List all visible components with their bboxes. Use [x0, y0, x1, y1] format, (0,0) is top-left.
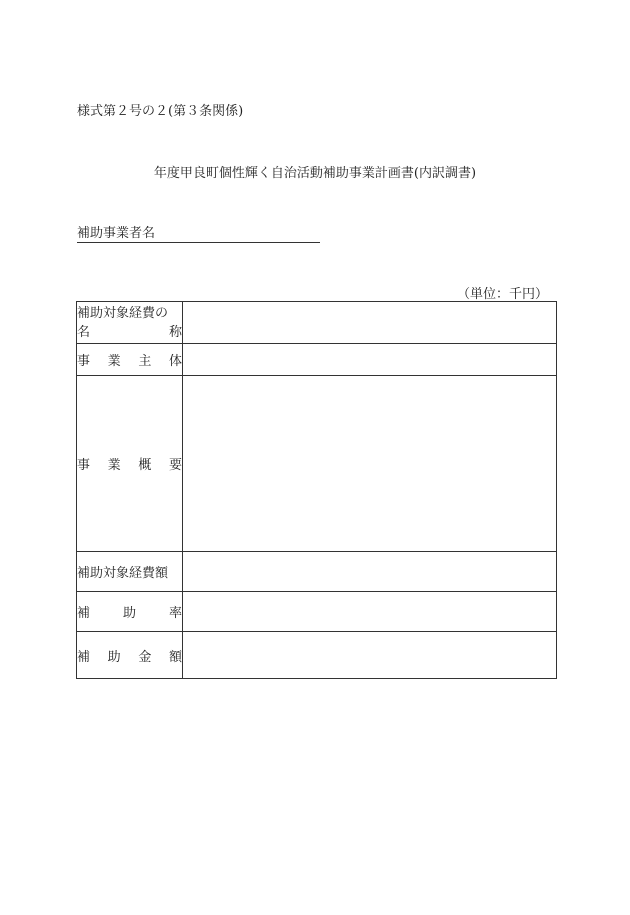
row-label-eligible-expense-amount — [77, 552, 183, 592]
row-label-business-entity — [77, 344, 183, 376]
applicant-name-label: 補助事業者名 — [77, 226, 156, 241]
label-char: 事 — [77, 354, 91, 369]
subsidy-amount-cell[interactable] — [183, 632, 557, 679]
label-char: 体 — [168, 354, 182, 369]
label-char: 助 — [107, 649, 121, 665]
applicant-name-field[interactable] — [77, 222, 320, 243]
table-row-subsidy-rate — [77, 592, 557, 632]
label-char: 業 — [107, 354, 121, 369]
label-char: 主 — [138, 354, 152, 369]
subsidy-rate-cell[interactable] — [183, 592, 557, 632]
label-char: 補 — [77, 606, 91, 621]
label-char: 助 — [122, 606, 136, 621]
label-line-2 — [77, 323, 182, 342]
row-label-subsidy-rate — [77, 592, 183, 632]
business-entity-cell[interactable] — [183, 344, 557, 376]
table-row-expense-name — [77, 302, 557, 344]
label-text: 補助対象経費額 — [77, 566, 169, 581]
label-char: 名 — [77, 325, 91, 340]
unit-note: （単位：千円） — [456, 287, 548, 302]
eligible-expense-amount-cell[interactable] — [183, 552, 557, 592]
label-char: 率 — [168, 606, 182, 621]
expense-name-cell[interactable] — [183, 302, 557, 344]
row-label-expense-name — [77, 302, 183, 344]
label-char: 金 — [138, 649, 152, 665]
form-number: 様式第２号の２(第３条関係) — [77, 104, 244, 119]
table-row-business-summary — [77, 376, 557, 552]
label-char: 要 — [168, 458, 182, 473]
document-title: 年度甲良町個性輝く自治活動補助事業計画書(内訳調書) — [153, 166, 477, 181]
label-char: 額 — [168, 649, 182, 665]
label-char: 業 — [107, 458, 121, 473]
table-row-eligible-expense-amount — [77, 552, 557, 592]
label-line-1: 補助対象経費の — [77, 306, 169, 321]
business-summary-cell[interactable] — [183, 376, 557, 552]
table-row-subsidy-amount — [77, 632, 557, 679]
label-char: 事 — [77, 458, 91, 473]
row-label-subsidy-amount — [77, 632, 183, 679]
table-row-business-entity — [77, 344, 557, 376]
label-char: 概 — [138, 458, 152, 473]
label-char: 補 — [77, 649, 91, 665]
label-char: 称 — [168, 325, 182, 340]
plan-detail-table — [76, 301, 557, 679]
row-label-business-summary — [77, 376, 183, 552]
